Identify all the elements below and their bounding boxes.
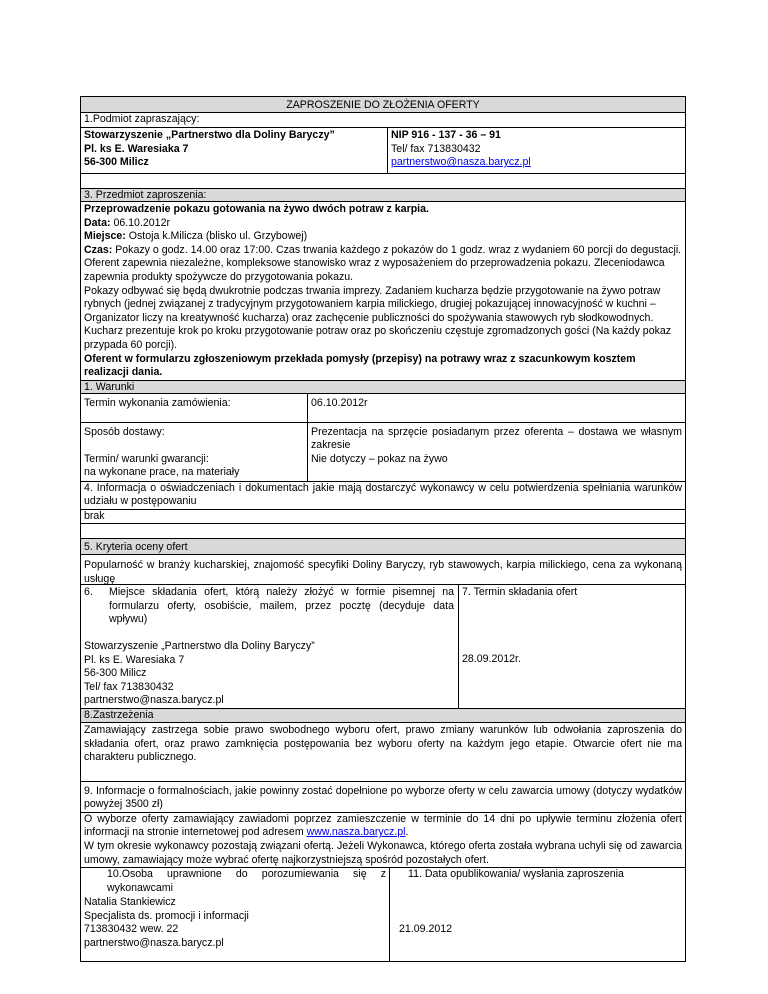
section-6-7 [80,585,686,709]
section-8-value: Zamawiający zastrzega sobie prawo swobodnego wyboru ofert, prawo zmiany warunków lub odwołania zaproszenia do składania ofert, oraz prawo zamknięcia postępowania bez wyboru oferty na każdym jego etapie. Otwarcie ofert nie ma charakteru publicznego. [80,723,686,782]
section-7-heading: 7. Termin składania ofert [462,585,578,598]
publication-date: 21.09.2012 [399,923,453,936]
contact-name: Natalia Stankiewicz [84,896,176,909]
document-title: ZAPROSZENIE DO ZŁOŻENIA OFERTY [80,96,686,113]
place-value: Ostoja k.Milicza (blisko ul. Grzybowej) [125,230,308,243]
offer-address-2: 56-300 Milicz [84,667,147,680]
offer-tel: Tel/ fax 713830432 [84,680,174,693]
paragraph-equipment: Oferent zapewnia niezależne, kompleksowe stanowisko wraz z wyposażeniem do przeprowadzenia pokazu. Zleceniodawca zapewnia produkty spożywcze do przygotowania pokazu. [84,257,665,283]
org-name: Stowarzyszenie „Partnerstwo dla Doliny Baryczy” [84,129,335,141]
place-label: Miejsce: [84,230,126,243]
conditions-table [80,394,686,482]
org-address-2: 56-300 Milicz [84,156,149,169]
org-address-1: Pl. ks E. Waresiaka 7 [84,142,189,155]
section-1 [80,113,686,174]
contact-email: partnerstwo@nasza.barycz.pl [84,937,224,950]
section-9-para1-end: . [405,826,409,839]
term-label: Termin wykonania zamówienia: [81,394,308,422]
guarantee-label-2: na wykonane prace, na materiały [84,466,240,479]
section-6-number: 6. [84,585,93,598]
term-value: 06.10.2012r [311,396,368,409]
section-3-heading: 3. Przedmiot zaproszenia: [80,189,686,202]
bold-note: Oferent w formularzu zgłoszeniowym przekłada pomysły (przepisy) na potrawy wraz z szacunkowym kosztem realizacji dania. [84,352,636,379]
contact-role: Specjalista ds. promocji i informacji [84,909,249,922]
paragraph-cook: Kucharz prezentuje krok po kroku przygotowanie potraw oraz po skończeniu częstuje zgromadzonych gości (Na każdy pokaz przypada 60 porcji). [84,325,672,351]
org-email-link[interactable]: partnerstwo@nasza.barycz.pl [391,156,531,169]
offer-org-name: Stowarzyszenie „Partnerstwo dla Doliny Baryczy” [84,639,315,652]
delivery-label: Sposób dostawy: [81,423,308,453]
offer-deadline: 28.09.2012r. [462,652,521,665]
offer-email: partnerstwo@nasza.barycz.pl [84,694,224,707]
paragraph-shows: Pokazy odbywać się będą dwukrotnie podczas trwania imprezy. Zadaniem kucharza będzie przygotowanie na żywo potraw rybnych (jednej związanej z tradycyjnym przygotowaniem karpia milickiego, drugiej pokazującej innowacyjność w kuchni – Organizator liczy na kreatywność kucharza) oraz zachęcenie publiczności do spożywania stawowych ryb słodkowodnych. [84,284,661,324]
section-9 [80,782,686,869]
section-9-para2: W tym okresie wykonawcy pozostają związani ofertą. Jeżeli Wykonawca, którego oferta została wybrana uchyli się od zawarcia umowy, zamawiający może wybrać ofertę najkorzystniejszą spośród pozostałych ofert. [84,840,682,866]
section-6-heading: Miejsce składania ofert, którą należy złożyć w formie pisemnej na formularzu oferty, osobiście, mailem, przez pocztę (decyduje data wpływu) [109,585,454,626]
delivery-value: Prezentacja na sprzęcie posiadanym przez oferenta – dostawa we własnym zakresie [311,425,682,452]
section-5-heading: 5. Kryteria oceny ofert [80,539,686,555]
section-5-value: Popularność w branży kucharskiej, znajomość specyfiki Doliny Baryczy, ryb stawowych, karpia milickiego, cena za wykonaną usługę [80,555,686,585]
offer-address-1: Pl. ks E. Waresiaka 7 [84,653,185,666]
offer-invitation-document [80,96,686,962]
section-3-content [80,202,686,381]
section-1-heading: 1.Podmiot zapraszający: [84,113,200,125]
section-4-heading: 4. Informacja o oświadczeniach i dokumentach jakie mają dostarczyć wykonawcy w celu potwierdzenia spełniania warunków udziału w postępowaniu [80,482,686,510]
time-value: Pokazy o godz. 14.00 oraz 17:00. Czas trwania każdego z pokazów do 1 godz. wraz z wydaniem 60 porcji do degustacji. [112,243,682,256]
org-nip: NIP 916 - 137 - 36 – 91 [391,129,501,141]
section-9-heading: 9. Informacje o formalnościach, jakie powinny zostać dopełnione po wyborze oferty w celu zawarcia umowy (dotyczy wydatków powyżej 3500 zł) [84,784,682,811]
spacer-row [80,524,686,539]
subject: Przeprowadzenie pokazu gotowania na żywo dwóch potraw z karpia. [84,203,429,215]
org-tel: Tel/ fax 713830432 [391,142,481,155]
website-link[interactable]: www.nasza.barycz.pl [306,826,406,839]
contact-phone: 713830432 wew. 22 [84,923,179,936]
date-value: 06.10.2012r [110,216,170,229]
guarantee-label: Termin/ warunki gwarancji: [84,452,209,465]
section-4-value: brak [80,510,686,524]
date-label: Data: [84,216,111,229]
section-11-heading: 11. Data opublikowania/ wysłania zaproszenia [408,868,624,881]
section-10-11 [80,868,686,962]
section-9-para1: O wyborze oferty zamawiający zawiadomi poprzez zamieszczenie w terminie do 14 dni po upływie terminu złożenia ofert informacji na stronie internetowej pod adresem [84,812,682,839]
section-10-heading: 10.Osoba uprawnione do porozumiewania się z wykonawcami [81,868,390,896]
guarantee-value: Nie dotyczy – pokaz na żywo [311,452,448,465]
conditions-heading: 1. Warunki [80,381,686,394]
section-8-heading: 8.Zastrzeżenia [80,709,686,723]
spacer-row [80,174,686,189]
time-label: Czas: [84,243,113,256]
